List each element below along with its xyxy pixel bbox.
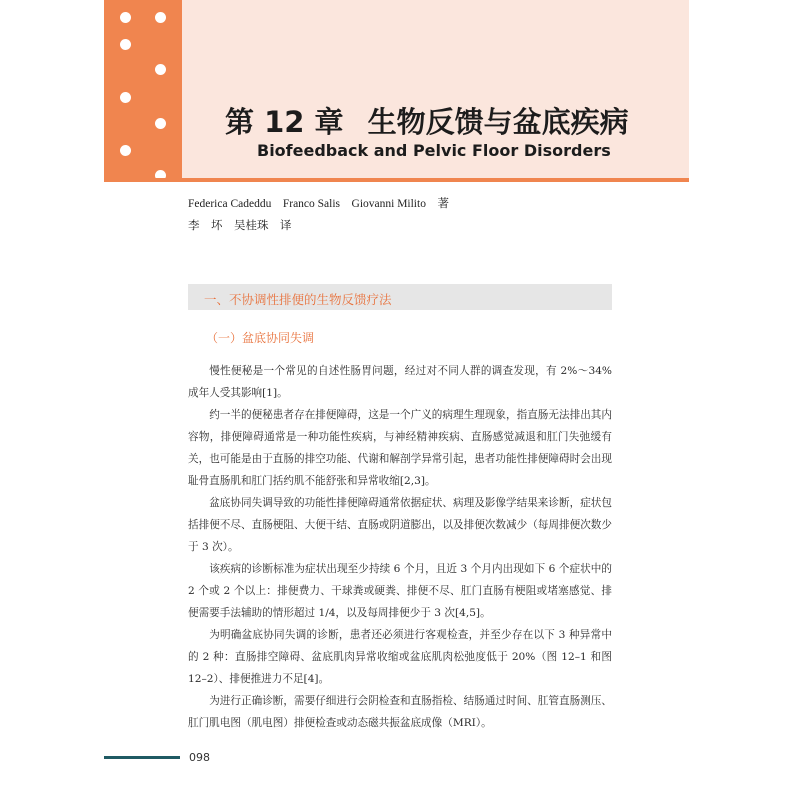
page-number: 098 (189, 751, 210, 764)
tab-dot (155, 118, 166, 129)
paragraph: 约一半的便秘患者存在排便障碍，这是一个广义的病理生理现象，指直肠无法排出其内容物，排便障碍通常是一种功能性疾病，与神经精神疾病、直肠感觉减退和肛门失弛缓有关，也可能是由于直肠的排空功能、代谢和解剖学异常引起，患者功能性排便障碍时会出现耻骨直肠肌和肛门括约肌不能舒张和异常收缩[2,3]。 (188, 409, 612, 487)
chapter-side-tab (104, 0, 182, 182)
tab-dot (120, 92, 131, 103)
paragraph: 盆底协同失调导致的功能性排便障碍通常依据症状、病理及影像学结果来诊断，症状包括排便不尽、直肠梗阻、大便干结、直肠或阴道膨出，以及排便次数减少（每周排便次数少于 3 次）。 (188, 497, 612, 553)
translators-line: 李 坏 吴桂珠 译 (188, 218, 292, 232)
paragraph: 为进行正确诊断，需要仔细进行会阴检查和直肠指检、结肠通过时间、肛管直肠测压、肛门肌电图（肌电图）排便检查或动态磁共振盆底成像（MRI）。 (188, 695, 612, 729)
chapter-title (225, 100, 665, 141)
tab-dot (120, 12, 131, 23)
footer-rule (104, 756, 180, 759)
authors-line: Federica Cadeddu Franco Salis Giovanni Milito 著 (188, 198, 449, 210)
chapter-number: 第 12 章 (225, 105, 344, 139)
chapter-title-cn: 生物反馈与盆底疾病 (367, 105, 629, 139)
paragraph: 为明确盆底协同失调的诊断，患者还必须进行客观检查，并至少存在以下 3 种异常中的 2 种：直肠排空障碍、盆底肌肉异常收缩或盆底肌肉松弛度低于 20%（图 12–1 和图 12–2）、排便推进力不足[4]。 (188, 629, 612, 685)
chapter-title-en: Biofeedback and Pelvic Floor Disorders (257, 141, 611, 160)
tab-dot (155, 64, 166, 75)
tab-dot (120, 145, 131, 156)
paragraph: 慢性便秘是一个常见的自述性肠胃问题，经过对不同人群的调查发现，有 2%～34% 成年人受其影响[1]。 (188, 365, 612, 399)
section-title: 一、不协调性排便的生物反馈疗法 (204, 292, 392, 307)
paragraph: 该疾病的诊断标准为症状出现至少持续 6 个月，且近 3 个月内出现如下 6 个症状中的 2 个或 2 个以上：排便费力、干球粪或硬粪、排便不尽、肛门直肠有梗阻或堵塞感觉、排便需要手法辅助的情形超过 1/4，以及每周排便少于 3 次[4,5]。 (188, 563, 612, 619)
header-rule (104, 178, 689, 182)
body-text (188, 360, 612, 734)
tab-dot (120, 39, 131, 50)
tab-dot (155, 12, 166, 23)
subsection-title: （一）盆底协同失调 (206, 331, 315, 345)
